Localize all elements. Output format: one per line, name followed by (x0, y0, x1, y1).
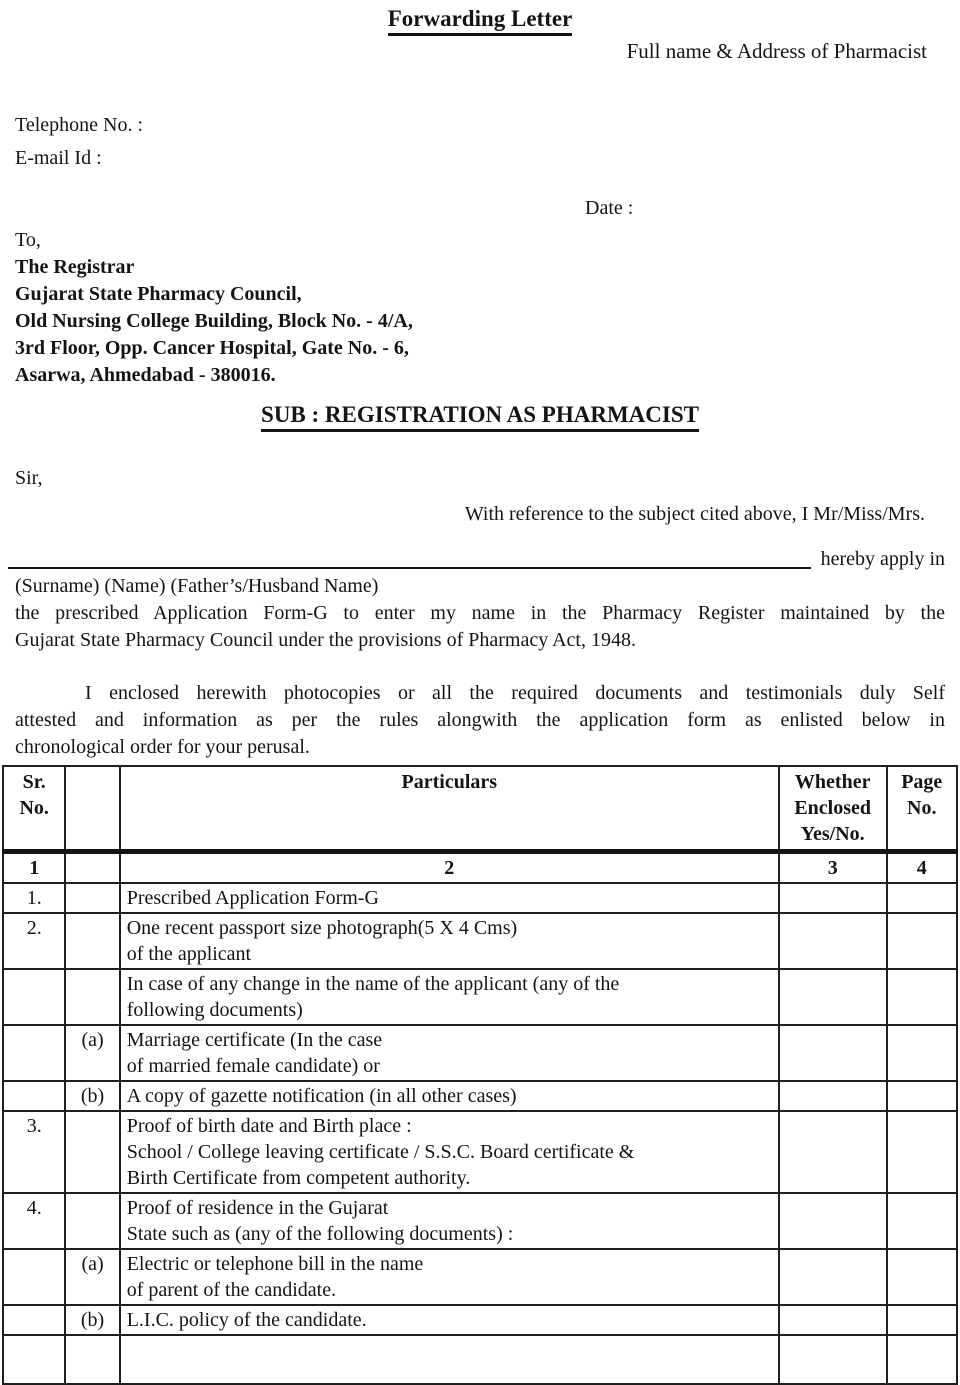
cell-whether-enclosed (779, 1193, 887, 1249)
body-line: the prescribed Application Form-G to enter my name in the Pharmacy Register maintained by the (15, 602, 945, 624)
table-row (3, 1249, 957, 1305)
header-page-no: Page No. (887, 766, 957, 852)
table-row (3, 1335, 957, 1384)
title-wrap (15, 0, 945, 36)
table-row (3, 913, 957, 969)
cell-sr-no: 3. (3, 1111, 65, 1193)
cell-particulars: Proof of birth date and Birth place : School / College leaving certificate / S.S.C. Board certificate & Birth Certificate from competent authority. (120, 1111, 779, 1193)
enclosures-table (2, 765, 958, 1385)
recipient-line: 3rd Floor, Opp. Cancer Hospital, Gate No. - 6, (15, 337, 409, 359)
cell-page-no (887, 1025, 957, 1081)
table-row (3, 1111, 957, 1193)
contact-block (15, 109, 945, 175)
cell-particulars: Marriage certificate (In the case of married female candidate) or (120, 1025, 779, 1081)
cell-particulars: In case of any change in the name of the applicant (any of the following documents) (120, 969, 779, 1025)
cell-whether-enclosed (779, 1305, 887, 1335)
cell-particulars: L.I.C. policy of the candidate. (120, 1305, 779, 1335)
apply-suffix: hereby apply in (820, 548, 945, 570)
pharmacist-name-address-note: Full name & Address of Pharmacist (626, 39, 927, 63)
cell-particulars: Prescribed Application Form-G (120, 883, 779, 913)
cell-whether-enclosed (779, 1249, 887, 1305)
column-number (65, 852, 119, 884)
enclosures-table-body (3, 883, 957, 1384)
column-number: 3 (779, 852, 887, 884)
name-blank-underline (8, 567, 811, 569)
page-title: Forwarding Letter (388, 6, 573, 36)
enclosures-table-head (3, 766, 957, 883)
cell-sub-letter (65, 883, 119, 913)
cell-particulars: A copy of gazette notification (in all other cases) (120, 1081, 779, 1111)
table-row (3, 883, 957, 913)
cell-sr-no (3, 1081, 65, 1111)
cell-sub-letter: (b) (65, 1305, 119, 1335)
cell-page-no (887, 913, 957, 969)
apply-line (8, 546, 945, 573)
enclosure-paragraph (15, 680, 945, 761)
name-hint: (Surname) (Name) (Father’s/Husband Name) (15, 575, 379, 597)
enclosure-line: attested and information as per the rules alongwith the application form as enlisted below in (15, 709, 945, 731)
cell-sr-no: 4. (3, 1193, 65, 1249)
table-header-row (3, 766, 957, 852)
cell-whether-enclosed (779, 1335, 887, 1384)
enclosure-line: chronological order for your perusal. (15, 736, 310, 758)
cell-sr-no (3, 1025, 65, 1081)
column-number: 4 (887, 852, 957, 884)
cell-page-no (887, 883, 957, 913)
subject-line: SUB : REGISTRATION AS PHARMACIST (261, 402, 699, 432)
cell-particulars: Proof of residence in the Gujarat State such as (any of the following documents) : (120, 1193, 779, 1249)
header-whether-enclosed: Whether Enclosed Yes/No. (779, 766, 887, 852)
cell-sr-no (3, 1305, 65, 1335)
cell-page-no (887, 1193, 957, 1249)
cell-sr-no (3, 1249, 65, 1305)
subject-wrap (15, 402, 945, 432)
to-label: To, (15, 229, 41, 251)
cell-sr-no (3, 1335, 65, 1384)
recipient-line: Gujarat State Pharmacy Council, (15, 283, 302, 305)
cell-sub-letter: (a) (65, 1025, 119, 1081)
enclosure-line: I enclosed herewith photocopies or all the required documents and testimonials duly Self (85, 682, 945, 704)
salutation: Sir, (15, 467, 43, 489)
cell-sub-letter (65, 969, 119, 1025)
cell-page-no (887, 1249, 957, 1305)
column-numbers-row (3, 852, 957, 884)
cell-whether-enclosed (779, 1111, 887, 1193)
cell-particulars (120, 1335, 779, 1384)
recipient-line: Old Nursing College Building, Block No. - 4/A, (15, 310, 413, 332)
table-row (3, 1193, 957, 1249)
header-sub-letter (65, 766, 119, 852)
cell-whether-enclosed (779, 913, 887, 969)
column-number: 2 (120, 852, 779, 884)
cell-sub-letter (65, 913, 119, 969)
cell-sr-no: 1. (3, 883, 65, 913)
column-number: 1 (3, 852, 65, 884)
cell-sr-no (3, 969, 65, 1025)
table-row (3, 1305, 957, 1335)
cell-page-no (887, 969, 957, 1025)
recipient-address-block (15, 227, 945, 389)
recipient-line: The Registrar (15, 256, 135, 278)
cell-page-no (887, 1081, 957, 1111)
header-sr-no: Sr. No. (3, 766, 65, 852)
cell-sub-letter: (a) (65, 1249, 119, 1305)
recipient-line: Asarwa, Ahmedabad - 380016. (15, 364, 276, 386)
cell-sub-letter (65, 1193, 119, 1249)
cell-page-no (887, 1111, 957, 1193)
cell-sub-letter (65, 1335, 119, 1384)
cell-whether-enclosed (779, 969, 887, 1025)
table-row (3, 969, 957, 1025)
cell-whether-enclosed (779, 1025, 887, 1081)
cell-sub-letter (65, 1111, 119, 1193)
cell-sub-letter: (b) (65, 1081, 119, 1111)
body-line: Gujarat State Pharmacy Council under the provisions of Pharmacy Act, 1948. (15, 629, 636, 651)
cell-whether-enclosed (779, 883, 887, 913)
email-label: E-mail Id : (15, 147, 102, 169)
header-particulars: Particulars (120, 766, 779, 852)
table-row (3, 1081, 957, 1111)
table-row (3, 1025, 957, 1081)
reference-line: With reference to the subject cited above, I Mr/Miss/Mrs. (464, 503, 925, 525)
cell-page-no (887, 1305, 957, 1335)
cell-sr-no: 2. (3, 913, 65, 969)
date-label: Date : (585, 197, 634, 219)
telephone-label: Telephone No. : (15, 114, 144, 136)
cell-page-no (887, 1335, 957, 1384)
cell-particulars: One recent passport size photograph(5 X 4 Cms) of the applicant (120, 913, 779, 969)
cell-whether-enclosed (779, 1081, 887, 1111)
cell-particulars: Electric or telephone bill in the name of parent of the candidate. (120, 1249, 779, 1305)
